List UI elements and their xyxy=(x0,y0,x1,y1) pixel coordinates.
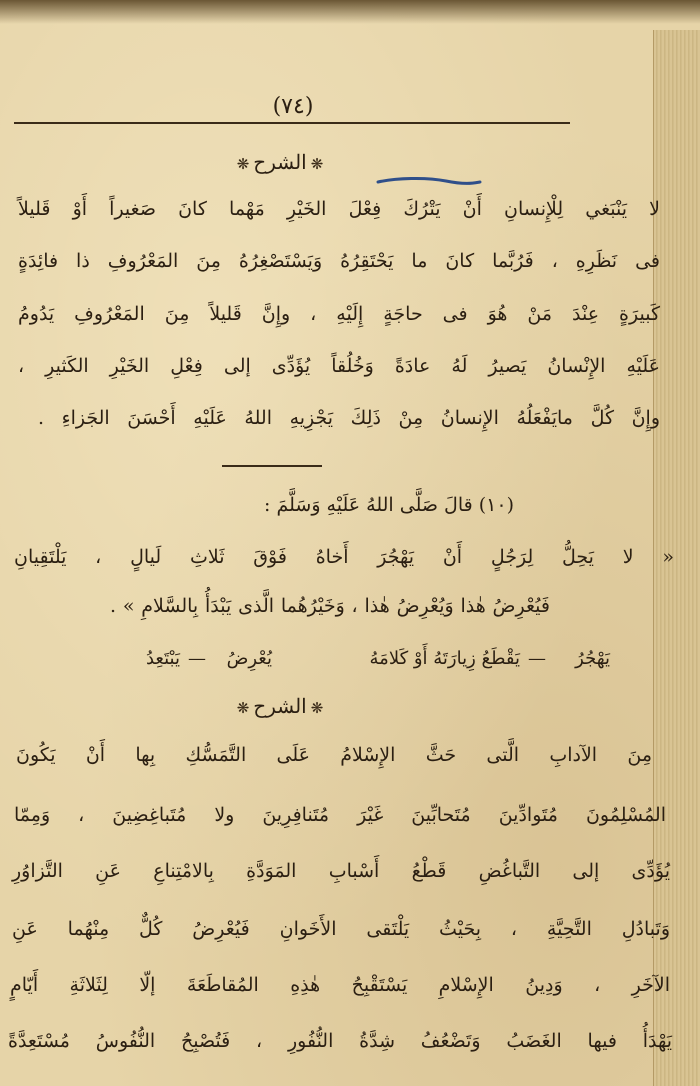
ornament-left-icon: ❋ xyxy=(310,699,324,717)
gloss-separator: — xyxy=(528,648,546,669)
section1-line: وإِنَّ كُلَّ مايَفْعَلُهُ الإِنسانُ مِنْ ذَلِكَ يَجْزِيهِ اللهُ عَلَيْهِ أَحْسَنَ الجَزاءِ . xyxy=(38,407,661,429)
gloss-meaning: يَبْتَعِدُ xyxy=(145,648,180,669)
gloss-meaning: يَقْطَعُ زِيارَتَهُ أَوْ كَلامَهُ xyxy=(369,648,520,669)
section2-line: المُسْلِمُونَ مُتَوادِّينَ مُتَحابِّينَ غَيْرَ مُتَنافِرِينَ ولا مُتَباغِضِينَ ، وَمِمّا xyxy=(14,804,666,826)
gloss-term: يَهْجُرُ xyxy=(575,648,610,669)
section1-line: كَبيرَةٍ عِنْدَ مَنْ هُوَ فى حاجَةٍ إِلَيْهِ ، وإِنَّ قَليلاً مِنَ المَعْرُوفِ يَدُومُ xyxy=(18,303,660,325)
ornament-left-icon: ❋ xyxy=(310,155,324,173)
section-divider xyxy=(222,465,322,467)
section2-line: الآخَرِ ، وَدِينُ الإِسْلامِ يَسْتَقْبِحُ هٰذِهِ المُقاطَعَةَ إلّا لِثَلاثَةِ أَيّامٍ xyxy=(10,974,670,996)
section-heading-1 xyxy=(180,150,380,174)
ornament-right-icon: ❋ xyxy=(236,699,250,717)
section2-line: يَهْدَأُ فيها الغَضَبُ وَتَضْعُفُ شِدَّةُ النُّفُورِ ، فَتُصْبِحُ النُّفُوسُ مُسْتَعِدَّةً xyxy=(8,1030,672,1052)
section1-line: لا يَنْبَغي لِلْإِنسانِ أَنْ يَتْرُكَ فِعْلَ الخَيْرِ مَهْما كانَ صَغيراً أَوْ قَليلاً xyxy=(18,198,660,220)
ornament-right-icon: ❋ xyxy=(236,155,250,173)
top-shadow xyxy=(0,0,700,24)
hadith-intro: (١٠) قالَ صَلَّى اللهُ عَلَيْهِ وَسَلَّمَ : xyxy=(264,494,514,516)
section2-line: يُؤَدِّى إلى التَّباغُضِ قَطْعُ أَسْبابِ المَوَدَّةِ بِالامْتِناعِ عَنِ التَّزاوُرِ xyxy=(12,860,670,882)
hadith-line: فَيُعْرِضُ هٰذا وَيُعْرِضُ هٰذا ، وَخَيْرُهُما الَّذى يَبْدَأُ بِالسَّلامِ » . xyxy=(110,595,550,617)
hadith-line: « لا يَحِلُّ لِرَجُلٍ أَنْ يَهْجُرَ أَخاهُ فَوْقَ ثَلاثِ لَيالٍ ، يَلْتَقِيانِ xyxy=(14,546,674,568)
section2-line: وَتَبادُلِ التَّحِيَّةِ ، بِحَيْثُ يَلْتَقى الأَخَوانِ فَيُعْرِضُ كُلٌّ مِنْهُما عَنِ xyxy=(12,918,670,940)
heading-text: الشرح xyxy=(253,150,307,174)
gloss-separator: — xyxy=(188,648,206,669)
section2-line: مِنَ الآدابِ الَّتى حَثَّ الإِسْلامُ عَلَى التَّمَسُّكِ بِها أَنْ يَكُونَ xyxy=(16,744,652,766)
section-heading-2 xyxy=(180,694,380,718)
section1-line: فى نَظَرِهِ ، فَرُبَّما كانَ ما يَحْتَقِرُهُ وَيَسْتَصْغِرُهُ مِنَ المَعْرُوفِ ذا فائِدَةٍ xyxy=(18,250,660,272)
page-number: (٧٤) xyxy=(272,94,314,119)
heading-text: الشرح xyxy=(253,694,307,718)
gloss-term: يُعْرِضُ xyxy=(226,648,272,669)
blue-ink-stroke xyxy=(376,174,482,188)
section1-line: عَلَيْهِ الإِنْسانُ يَصيرُ لَهُ عادَةً وَخُلُقاً يُؤَدِّى إلى فِعْلِ الخَيْرِ الكَثيرِ ، xyxy=(18,355,660,377)
header-rule xyxy=(14,122,570,124)
